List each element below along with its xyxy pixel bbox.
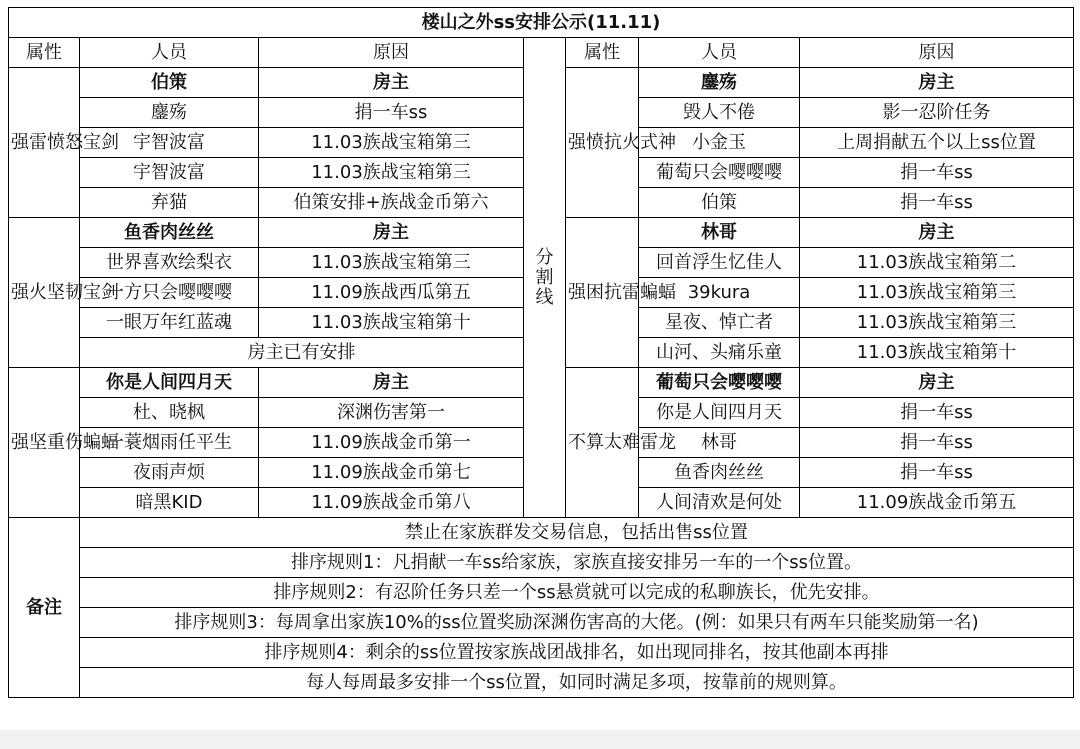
host-person: 林哥 (639, 218, 800, 248)
group-name-g4: 强愤抗火式神 (566, 68, 639, 218)
host-person: 你是人间四月天 (80, 368, 259, 398)
person-cell: 山河、头痛乐童 (639, 338, 800, 368)
reason-cell: 上周捐献五个以上ss位置 (800, 128, 1074, 158)
person-cell: 鏖殇 (80, 98, 259, 128)
notes-row (9, 608, 1074, 638)
reason-cell: 11.09族战金币第一 (259, 428, 524, 458)
host-reason: 房主 (259, 218, 524, 248)
note-line: 禁止在家族群发交易信息，包括出售ss位置 (80, 518, 1074, 548)
header-attr-right: 属性 (566, 38, 639, 68)
reason-cell: 捐一车ss (259, 98, 524, 128)
reason-cell: 捐一车ss (800, 428, 1074, 458)
person-cell: 39kura (639, 278, 800, 308)
reason-cell: 11.03族战宝箱第三 (259, 128, 524, 158)
reason-cell: 捐一车ss (800, 458, 1074, 488)
group-name-g6: 不算太难雷龙 (566, 368, 639, 518)
reason-cell: 捐一车ss (800, 398, 1074, 428)
reason-cell: 11.03族战宝箱第二 (800, 248, 1074, 278)
person-cell: 暗黑KID (80, 488, 259, 518)
page-title: 楼山之外ss安排公示(11.11) (9, 8, 1074, 38)
person-cell: 世界喜欢绘梨衣 (80, 248, 259, 278)
host-person: 鱼香肉丝丝 (80, 218, 259, 248)
notes-label: 备注 (9, 518, 80, 698)
group-name-g5: 强困抗雷蝙蝠 (566, 218, 639, 368)
reason-cell: 11.09族战西瓜第五 (259, 278, 524, 308)
person-cell: 宇智波富 (80, 128, 259, 158)
header-attr-left: 属性 (9, 38, 80, 68)
note-line: 排序规则4：剩余的ss位置按家族战团战排名，如出现同排名，按其他副本再排 (80, 638, 1074, 668)
person-cell: 弃猫 (80, 188, 259, 218)
person-cell: 小金玉 (639, 128, 800, 158)
person-cell: 杜、晓枫 (80, 398, 259, 428)
person-cell: 人间清欢是何处 (639, 488, 800, 518)
reason-cell: 11.03族战宝箱第三 (259, 158, 524, 188)
notes-row (9, 548, 1074, 578)
reason-cell: 11.03族战宝箱第三 (800, 278, 1074, 308)
person-cell: 宇智波富 (80, 158, 259, 188)
person-cell: 星夜、悼亡者 (639, 308, 800, 338)
note-line: 排序规则2：有忍阶任务只差一个ss悬赏就可以完成的私聊族长，优先安排。 (80, 578, 1074, 608)
header-row (9, 38, 1074, 68)
reason-cell: 捐一车ss (800, 188, 1074, 218)
note-line: 每人每周最多安排一个ss位置，如同时满足多项，按靠前的规则算。 (80, 668, 1074, 698)
person-cell: 葡萄只会嘤嘤嘤 (639, 158, 800, 188)
host-reason: 房主 (800, 368, 1074, 398)
group-name-g1: 强雷愤怒宝剑 (9, 68, 80, 218)
person-cell: 毁人不倦 (639, 98, 800, 128)
reason-cell: 11.09族战金币第七 (259, 458, 524, 488)
reason-cell: 11.03族战宝箱第十 (259, 308, 524, 338)
person-cell: 一眼万年红蓝魂 (80, 308, 259, 338)
host-person: 鏖殇 (639, 68, 800, 98)
host-reason: 房主 (800, 68, 1074, 98)
reason-cell: 11.03族战宝箱第十 (800, 338, 1074, 368)
host-reason: 房主 (800, 218, 1074, 248)
notes-row (9, 578, 1074, 608)
host-person: 葡萄只会嘤嘤嘤 (639, 368, 800, 398)
host-reason: 房主 (259, 368, 524, 398)
host-reason: 房主 (259, 68, 524, 98)
reason-cell: 11.03族战宝箱第三 (800, 308, 1074, 338)
reason-cell: 11.09族战金币第八 (259, 488, 524, 518)
reason-cell: 伯策安排+族战金币第六 (259, 188, 524, 218)
person-cell: 伯策 (639, 188, 800, 218)
person-cell: 林哥 (639, 428, 800, 458)
header-reason-left: 原因 (259, 38, 524, 68)
arrangement-table (8, 7, 1074, 698)
divider-label: 分 割 线 (535, 246, 554, 308)
header-person-right: 人员 (639, 38, 800, 68)
notes-row (9, 668, 1074, 698)
person-cell: 夜雨声烦 (80, 458, 259, 488)
host-person: 伯策 (80, 68, 259, 98)
notes-row (9, 638, 1074, 668)
merged-note-cell: 房主已有安排 (80, 338, 524, 368)
notes-row (9, 518, 1074, 548)
reason-cell: 11.03族战宝箱第三 (259, 248, 524, 278)
header-person-left: 人员 (80, 38, 259, 68)
person-cell: 回首浮生忆佳人 (639, 248, 800, 278)
reason-cell: 11.09族战金币第五 (800, 488, 1074, 518)
person-cell: 一方只会嘤嘤嘤 (80, 278, 259, 308)
header-reason-right: 原因 (800, 38, 1074, 68)
group-name-g2: 强火坚韧宝剑 (9, 218, 80, 368)
divider-column (524, 38, 566, 518)
reason-cell: 深渊伤害第一 (259, 398, 524, 428)
group-name-g3: 强坚重伤蝙蝠 (9, 368, 80, 518)
reason-cell: 影一忍阶任务 (800, 98, 1074, 128)
person-cell: 一蓑烟雨任平生 (80, 428, 259, 458)
person-cell: 你是人间四月天 (639, 398, 800, 428)
person-cell: 鱼香肉丝丝 (639, 458, 800, 488)
note-line: 排序规则1：凡捐献一车ss给家族，家族直接安排另一车的一个ss位置。 (80, 548, 1074, 578)
title-row (9, 8, 1074, 38)
reason-cell: 捐一车ss (800, 158, 1074, 188)
note-line: 排序规则3：每周拿出家族10%的ss位置奖励深渊伤害高的大佬。(例：如果只有两车只能奖励第一名) (80, 608, 1074, 638)
